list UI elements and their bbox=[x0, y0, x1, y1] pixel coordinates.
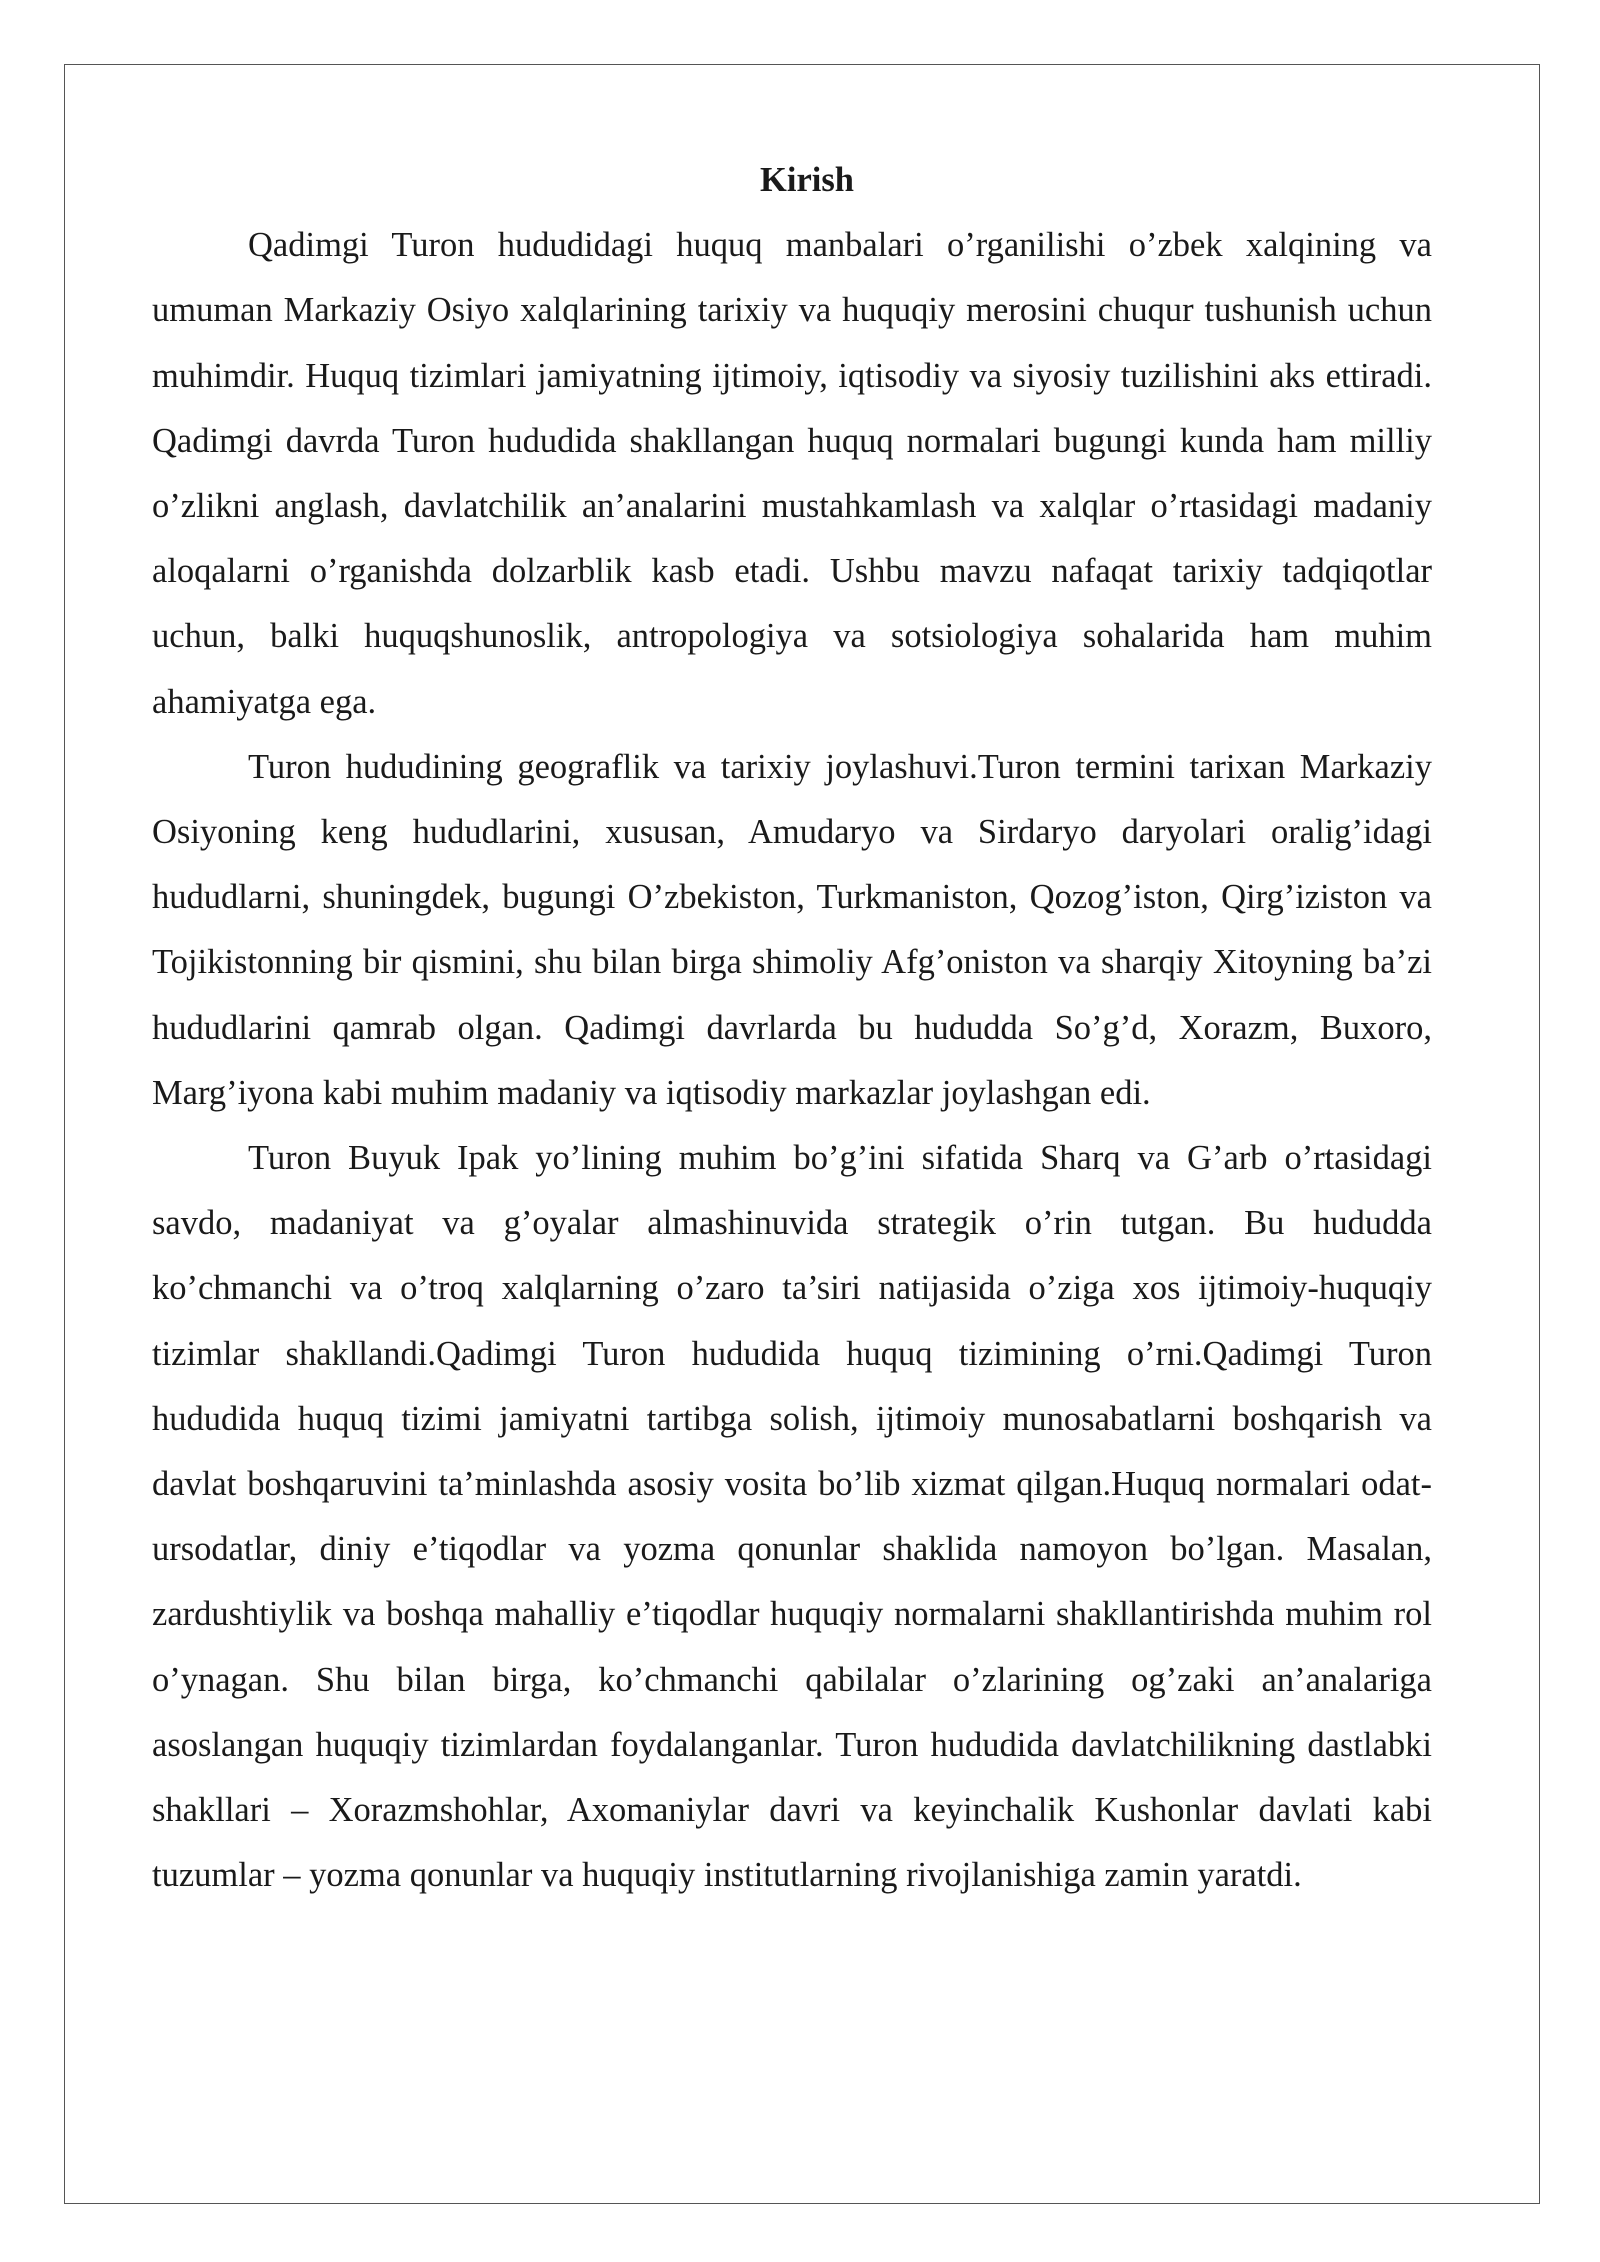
document-title: Kirish bbox=[760, 161, 854, 199]
paragraph-3: Turon Buyuk Ipak yo’lining muhim bo’g’ini sifatida Sharq va G’arb o’rtasidagi savdo, madaniyat va g’oyalar almashinuvida strategik o’rin tutgan. Bu hududda ko’chmanchi va o’troq xalqlarning o’zaro ta’siri natijasida o’ziga xos ijtimoiy-huquqiy tizimlar shakllandi.Qadimgi Turon hududida huquq tizimining o’rni.Qadimgi Turon hududida huquq tizimi jamiyatni tartibga solish, ijtimoiy munosabatlarni boshqarish va davlat boshqaruvini ta’minlashda asosiy vosita bo’lib xizmat qilgan.Huquq normalari odat-ursodatlar, diniy e’tiqodlar va yozma qonunlar shaklida namoyon bo’lgan. Masalan, zardushtiylik va boshqa mahalliy e’tiqodlar huquqiy normalarni shakllantirishda muhim rol o’ynagan. Shu bilan birga, ko’chmanchi qabilalar o’zlarining og’zaki an’analariga asoslangan huquqiy tizimlardan foydalanganlar. Turon hududida davlatchilikning dastlabki shakllari – Xorazmshohlar, Axomaniylar davri va keyinchalik Kushonlar davlati kabi tuzumlar – yozma qonunlar va huquqiy institutlarning rivojlanishiga zamin yaratdi. bbox=[152, 1139, 1432, 1895]
paragraph-2: Turon hududining geograflik va tarixiy joylashuvi.Turon termini tarixan Markaziy Osiyoning keng hududlarini, xususan, Amudaryo va Sirdaryo daryolari oralig’idagi hududlarni, shuningdek, bugungi O’zbekiston, Turkmaniston, Qozog’iston, Qirg’iziston va Tojikistonning bir qismini, shu bilan birga shimoliy Afg’oniston va sharqiy Xitoyning ba’zi hududlarini qamrab olgan. Qadimgi davrlarda bu hududda So’g’d, Xorazm, Buxoro, Marg’iyona kabi muhim madaniy va iqtisodiy markazlar joylashgan edi. bbox=[152, 747, 1432, 1112]
paragraph-1: Qadimgi Turon hududidagi huquq manbalari o’rganilishi o’zbek xalqining va umuman Markaziy Osiyo xalqlarining tarixiy va huquqiy merosini chuqur tushunish uchun muhimdir. Huquq tizimlari jamiyatning ijtimoiy, iqtisodiy va siyosiy tuzilishini aks ettiradi. Qadimgi davrda Turon hududida shakllangan huquq normalari bugungi kunda ham milliy o’zlikni anglash, davlatchilik an’analarini mustahkamlash va xalqlar o’rtasidagi madaniy aloqalarni o’rganishda dolzarblik kasb etadi. Ushbu mavzu nafaqat tarixiy tadqiqotlar uchun, balki huquqshunoslik, antropologiya va sotsiologiya sohalarida ham muhim ahamiyatga ega. bbox=[152, 226, 1432, 721]
document-body bbox=[152, 148, 1432, 1908]
